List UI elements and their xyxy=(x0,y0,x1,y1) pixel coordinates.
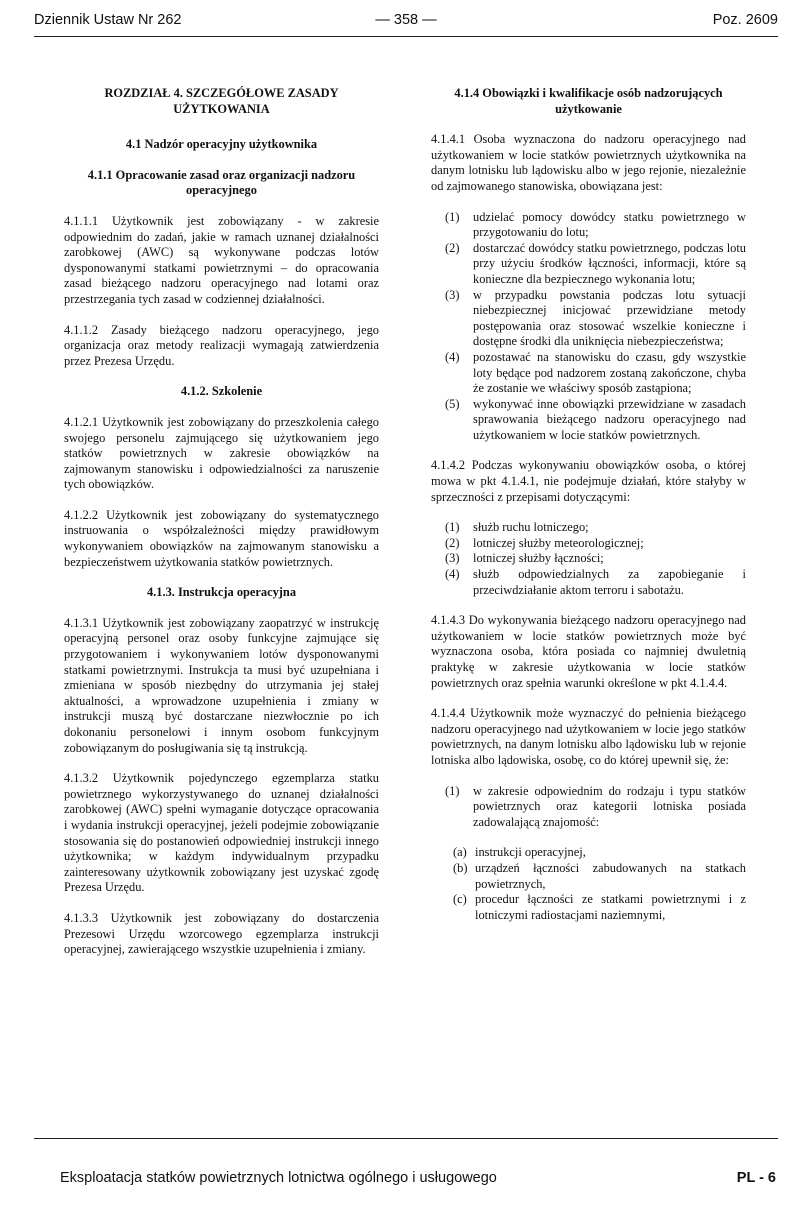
paragraph-4-1-3-1: 4.1.3.1 Użytkownik jest zobowiązany zaopatrzyć w instrukcję operacyjną personel oraz osoby funkcyjne zajmujące się przygotowaniem i wykonywaniem lotów dysponowanymi statkami powietrznymi. Instrukcja ta musi być uzupełniana i zmieniana w sposób niezbędny do utrzymania jej stałej aktualności, a wprowadzone uzupełnienia i zmiany w instrukcji muszą być dostarczane niezwłocznie po ich dokonaniu personelowi i innym osobom funkcyjnym zobowiązanym do posługiwania się tą instrukcją. xyxy=(64,615,379,755)
list-item xyxy=(445,784,746,831)
list-item xyxy=(445,551,746,567)
paragraph-4-1-2-2: 4.1.2.2 Użytkownik jest zobowiązany do systematycznego instruowania o współzależności między prawidłowym wykonywaniem obowiązków na zajmowanym stanowisku a bezpieczeństwem użytkowania statków powietrznych. xyxy=(64,507,379,569)
header-rule xyxy=(34,36,778,37)
section-4-1-3-heading: 4.1.3. Instrukcja operacyjna xyxy=(146,585,297,600)
list-item-number: (1) xyxy=(445,520,460,535)
paragraph-4-1-1-1: 4.1.1.1 Użytkownik jest zobowiązany - w zakresie odpowiednim do zadań, jakie w ramach uznanej działalności zarobkowej (AWC) są wykonywane podczas lotów dysponowanymi statkami powietrznymi – do opracowania zasad bieżącego nadzoru operacyjnego nad lotami oraz przestrzegania tych zasad w codziennej działalności. xyxy=(64,213,379,306)
page-footer xyxy=(60,1170,776,1192)
footer-page-label: PL - 6 xyxy=(736,1170,776,1186)
list-item-text: w przypadku powstania podczas lotu sytuacji niebezpiecznej inicjować przewidziane metody postępowania oraz stosować wszelkie konieczne i dostępne środki dla uniknięcia niebezpieczeństwa; xyxy=(473,287,746,349)
section-4-1-4-heading: 4.1.4 Obowiązki i kwalifikacje osób nadzorujących użytkowanie xyxy=(454,86,723,116)
list-item xyxy=(445,350,746,397)
list-item-text: dostarczać dowódcy statku powietrznego, podczas lotu przy użyciu środków łączności, informacji, które są konieczne dla bezpiecznego wykonania lotu; xyxy=(473,240,746,286)
left-column xyxy=(64,86,379,973)
list-item-number: (2) xyxy=(445,535,460,550)
sublist-item xyxy=(453,861,746,892)
list-item-number: (1) xyxy=(445,783,460,798)
list-item-text: pozostawać na stanowisku do czasu, gdy wszystkie loty będące pod nadzorem zostaną zakończone, chyba że zostanie we właściwy sposób zastąpiona; xyxy=(473,349,746,396)
list-item-number: (3) xyxy=(445,551,460,566)
paragraph-4-1-4-3: 4.1.4.3 Do wykonywania bieżącego nadzoru operacyjnego nad użytkowaniem w locie statków powietrznych może być wyznaczona osoba, która posiada co najmniej dwuletnią praktykę w zakresie użytkowania w locie statków powietrznych oraz spełnia warunki określone w pkt 4.1.4.4. xyxy=(431,613,746,690)
list-item-text: służb odpowiedzialnych za zapobieganie i przeciwdziałanie aktom terroru i sabotażu. xyxy=(473,567,746,597)
services-list xyxy=(431,520,746,598)
chapter-title: ROZDZIAŁ 4. SZCZEGÓŁOWE ZASADY UŻYTKOWANIA xyxy=(104,86,339,116)
sublist-item-letter: (a) xyxy=(453,845,467,860)
list-item xyxy=(445,536,746,552)
list-item-text: lotniczej służby łączności; xyxy=(473,551,604,566)
sublist-item-letter: (b) xyxy=(453,860,468,875)
right-column xyxy=(431,86,746,923)
list-item-number: (4) xyxy=(445,567,460,582)
list-item-text: lotniczej służby meteorologicznej; xyxy=(473,535,644,550)
section-4-1-1-heading: 4.1.1 Opracowanie zasad oraz organizacji nadzoru operacyjnego xyxy=(87,167,356,198)
paragraph-4-1-4-1: 4.1.4.1 Osoba wyznaczona do nadzoru operacyjnego nad użytkowaniem w locie statków powietrznych użytkownika na danym lotnisku lub lądowisku albo w jego rejonie, niezależnie od zajmowanego stanowiska, obowiązana jest: xyxy=(431,132,746,193)
sublist-item-text: urządzeń łączności zabudowanych na statkach powietrznych, xyxy=(475,860,746,891)
list-item-text: służb ruchu lotniczego; xyxy=(473,520,589,535)
list-item-number: (1) xyxy=(445,209,460,224)
list-item xyxy=(445,288,746,350)
section-4-1-2-heading: 4.1.2. Szkolenie xyxy=(180,384,263,399)
sublist-item-text: instrukcji operacyjnej, xyxy=(475,845,586,860)
sublist-item xyxy=(453,892,746,923)
duties-list xyxy=(431,210,746,444)
list-item-text: w zakresie odpowiednim do rodzaju i typu statków powietrznych oraz kategorii lotniska posiada zadowalającą znajomość: xyxy=(473,783,746,829)
list-item xyxy=(445,397,746,444)
footer-document-title: Eksploatacja statków powietrznych lotnictwa ogólnego i usługowego xyxy=(60,1170,497,1186)
page-header xyxy=(34,12,778,34)
list-item-text: wykonywać inne obowiązki przewidziane w zasadach sprawowania bieżącego nadzoru operacyjnego nad użytkowaniem w locie statków powietrznych. xyxy=(473,396,746,442)
paragraph-4-1-3-2: 4.1.3.2 Użytkownik pojedynczego egzemplarza statku powietrznego wykorzystywanego do uznanej działalności zarobkowej (AWC) spełni wymaganie dotyczące opracowania i wydania instrukcji operacyjnej, jeżeli podejmie zobowiązanie stosowania się do postanowień odpowiedniej instrukcji innego użytkownika; w każdym indywidualnym przypadku zainteresowany użytkownik zobowiązany jest uzyskać zgodę Prezesa Urzędu. xyxy=(64,771,379,895)
list-item xyxy=(445,567,746,598)
list-item xyxy=(445,210,746,241)
paragraph-4-1-4-4: 4.1.4.4 Użytkownik może wyznaczyć do pełnienia bieżącego nadzoru operacyjnego nad użytkowaniem w locie jego statków powietrznych, na danym lotnisku albo lądowisku lub w rejonie lotniska albo lądowiska, osobę, co do której upewnił się, że: xyxy=(431,706,746,767)
list-item-number: (3) xyxy=(445,287,460,302)
list-item-number: (4) xyxy=(445,349,460,364)
sublist-item xyxy=(453,845,746,861)
list-item-number: (2) xyxy=(445,240,460,255)
knowledge-sublist xyxy=(453,845,746,923)
paragraph-4-1-1-2: 4.1.1.2 Zasady bieżącego nadzoru operacyjnego, jego organizacja oraz metody realizacji wymagają zatwierdzenia przez Prezesa Urzędu. xyxy=(64,322,379,368)
journal-title: Dziennik Ustaw Nr 262 xyxy=(34,12,182,28)
page-number: — 358 — xyxy=(375,12,437,28)
sublist-item-text: procedur łączności ze statkami powietrznymi i z lotniczymi radiostacjami naziemnymi, xyxy=(475,892,746,922)
list-item-number: (5) xyxy=(445,396,460,411)
section-4-1-heading: 4.1 Nadzór operacyjny użytkownika xyxy=(125,137,318,152)
paragraph-4-1-3-3: 4.1.3.3 Użytkownik jest zobowiązany do dostarczenia Prezesowi Urzędu wzorcowego egzemplarza instrukcji operacyjnej, zawierającego wszystkie uzupełnienia i zmiany. xyxy=(64,910,379,957)
qualifications-list xyxy=(431,784,746,831)
footer-rule xyxy=(34,1138,778,1139)
list-item xyxy=(445,241,746,288)
sublist-item-letter: (c) xyxy=(453,892,467,907)
list-item xyxy=(445,520,746,536)
paragraph-4-1-2-1: 4.1.2.1 Użytkownik jest zobowiązany do przeszkolenia całego swojego personelu zajmującego się użytkowaniem jego statków powietrznych w zakresie obowiązków na zajmowanym stanowisku i odpowiedzialności za naruszenie tych obowiązków. xyxy=(64,414,379,492)
list-item-text: udzielać pomocy dowódcy statku powietrznego w przygotowaniu do lotu; xyxy=(473,209,746,240)
paragraph-4-1-4-2: 4.1.4.2 Podczas wykonywaniu obowiązków osoba, o której mowa w pkt 4.1.4.1, nie podejmuje działań, które stałyby w sprzeczności z przepisami dotyczącymi: xyxy=(431,458,746,504)
position-number: Poz. 2609 xyxy=(712,12,778,28)
